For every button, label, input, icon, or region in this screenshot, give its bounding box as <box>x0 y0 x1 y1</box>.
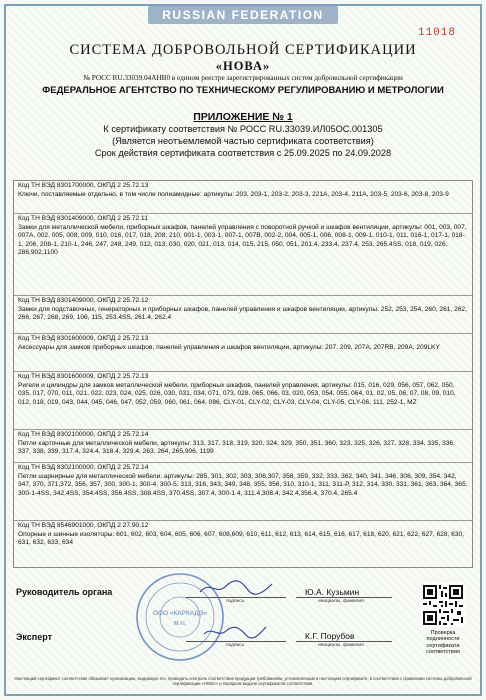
system-title: СИСТЕМА ДОБРОВОЛЬНОЙ СЕРТИФИКАЦИИ <box>69 42 417 58</box>
head-name: Ю.А. Кузьмин <box>305 587 360 597</box>
qr-verification-label: Проверка подлинности сертификата соответствия <box>426 630 460 655</box>
product-description: Петли шарнирные для металлической мебели, артикулы: 285, 301, 302, 303, 306,307, 358, 359, 332, 333, 362, 340, 341, 346, 308, 309, 354, 342, 347, 370, 371,372, 356, 357, 300, 300-1, 300-4, 300-5, 313, 316, 343, 349, 348, 355, 356, 310, 310-1, 311, 311-Р, 312, 314, 330, 331, 361, 363, 364, 365, 300-1-4SS, 342.4SS, 354.4SS, 356.4SS, 308.4SS, 370.4SS, 307.4, 300-1.4, 311.4,308.4, 342.4,356.4, 370.4, 265.4 <box>18 472 468 497</box>
table-row <box>14 372 472 430</box>
signature-caption: подпись <box>226 643 245 648</box>
table-row <box>14 521 472 565</box>
head-name-line <box>296 597 392 598</box>
country-banner: RUSSIAN FEDERATION <box>148 6 338 24</box>
expert-label: Эксперт <box>16 632 53 642</box>
hs-code: Код ТН ВЭД 8301409000, ОКПД 2 25.72.12 <box>18 297 149 304</box>
validity-period: Срок действия сертификата соответствия с 25.09.2025 по 24.09.2028 <box>94 148 392 158</box>
hs-code: Код ТН ВЭД 8302100000, ОКПД 2 25.72.14 <box>18 431 149 438</box>
product-description: Ригели и цилиндры для замков металлической мебели, приборных шкафов, панелей управления, артикулы: 015, 016, 029, 056, 057, 062, 050, 035, 017, 070, 011, 021, 022, 023, 024, 025, 026, 030, 031, 034, 071, 073, 028, 065, 066, 03, 020, 053, 054, 055, 064, 01, 02, 05, 06, 07, 08, 09, 010, 012, 018, 019, 043, 044, 045, 046, 047, 052, 059, 060, 061, 064, 086, CLY-01, CLY-02, CLY-03, CLY-04, CLY-05, CLY-06, 111, 252-1, MZ <box>18 381 456 406</box>
hs-code: Код ТН ВЭД 8301409000, ОКПД 2 25.72.11 <box>18 215 148 222</box>
expert-handwritten-signature <box>200 622 270 642</box>
serial-number: 11018 <box>417 27 456 39</box>
name-caption: инициалы, фамилия <box>318 643 364 648</box>
head-handwritten-signature <box>196 578 276 598</box>
head-of-body-label: Руководитель органа <box>16 587 113 597</box>
product-description: Опорные и шинные изоляторы: 601, 602, 603, 604, 605, 606, 607, 608,609, 610, 611, 612, 613, 614, 615, 616, 617, 618, 620, 621, 622, 627, 628, 630, 631, 632, 633, 634 <box>18 530 464 547</box>
registry-line: № РОСС RU.33039.04АНВ0 в едином реестре зарегистрированных систем добровольной сертификации <box>83 74 403 82</box>
hs-code: Код ТН ВЭД 8301600009, ОКПД 2 25.72.13 <box>18 373 149 380</box>
signature-caption: подпись <box>226 599 245 604</box>
name-caption: инициалы, фамилия <box>318 599 364 604</box>
table-row <box>14 181 472 214</box>
expert-name: К.Г. Порубов <box>305 631 355 641</box>
system-name: «НОВА» <box>215 59 271 73</box>
product-description: Замки для металлической мебели, приборных шкафов, панелей управления с поворотной ручкой и шкафов вентиляции, артикулы: 001, 003, 007, 007А, 002, 005, 008, 009, 010, 016, 017, 018, 208, 210, 001-1, 003-1, 007-1, 007В, 002-2, 004, 005-1, 006, 008-1, 009-1, 010-1, 011, 016-1, 017-1, 018-1, 206, 208-1, 210-1, 246, 247, 248, 249, 012, 013, 030, 020, 021, 013, 014, 015, 215, 050, 051, 201.4, 233.4, 237.4, 253, 265.4SS, 018, 019, 026, 286,902,1100 <box>18 223 467 257</box>
table-row <box>14 296 472 334</box>
table-row <box>14 463 472 521</box>
product-description: Аксессуары для замков приборных шкафов, панелей управления и шкафов вентиляции, артикулы: 207, 209, 207А, 207RB, 209А, 209LKY <box>18 343 440 351</box>
products-table <box>13 180 473 568</box>
stamp-text: ООО «КАРКАДЭ» <box>152 610 208 617</box>
hs-code: Код ТН ВЭД 8546901000, ОКПД 2 27.90.12 <box>18 522 149 529</box>
verification-qr-code[interactable] <box>421 583 465 627</box>
certificate-reference: К сертификату соответствия № РОСС RU.33039.ИЛ05ОС.001305 <box>103 124 383 134</box>
table-row <box>14 334 472 372</box>
expert-name-line <box>296 641 392 642</box>
hs-code: Код ТН ВЭД 8302100000, ОКПД 2 25.72.14 <box>18 464 149 471</box>
product-description: Замки для подставочных, генераторных и приборных шкафов, панелей управления и шкафов вентиляции, артикулы: 252, 253, 254, 260, 261, 262, 266, 267, 268, 269, 106, 115, 253.4SS, 261.4, 262.4 <box>18 305 467 322</box>
product-description: Ключи, поставляемые отдельно, в том числе полиамидные: артикулы: 203, 203-1, 203-2, 203-3, 221А, 203-4, 211А, 203-5, 203-6, 203-8, 203-9 <box>18 190 449 198</box>
appendix-note: (Является неотъемлемой частью сертификата соответствия) <box>112 136 374 146</box>
hs-code: Код ТН ВЭД 8301700000, ОКПД 2 25.72.13 <box>18 182 149 189</box>
stamp-place: М.П. <box>173 621 187 627</box>
product-description: Петли карточные для металлической мебели, артикулы: 313, 317, 318, 319, 320, 324, 329, 350, 351, 360, 323, 325, 326, 327, 328, 334, 335, 336, 337, 338, 339, 317.4, 324.4, 318.4, 329.4, 263, 264, 265,906, 1199 <box>18 439 455 456</box>
table-row <box>14 430 472 463</box>
footer-notice: Настоящий сертификат соответствия обязывает организацию, выдавшую его, проводить контроль соответствия продукции требованиям, установленным в настоящем сертификате, в соответствии с правилами системы добровольной сертификации «НОВА» и порядком выдачи сертификатов соответствия. <box>14 676 472 686</box>
appendix-title: ПРИЛОЖЕНИЕ № 1 <box>193 111 293 123</box>
table-row <box>14 214 472 296</box>
agency-name: ФЕДЕРАЛЬНОЕ АГЕНТСТВО ПО ТЕХНИЧЕСКОМУ РЕГУЛИРОВАНИЮ И МЕТРОЛОГИИ <box>42 85 444 96</box>
hs-code: Код ТН ВЭД 8301600009, ОКПД 2 25.72.13 <box>18 335 149 342</box>
